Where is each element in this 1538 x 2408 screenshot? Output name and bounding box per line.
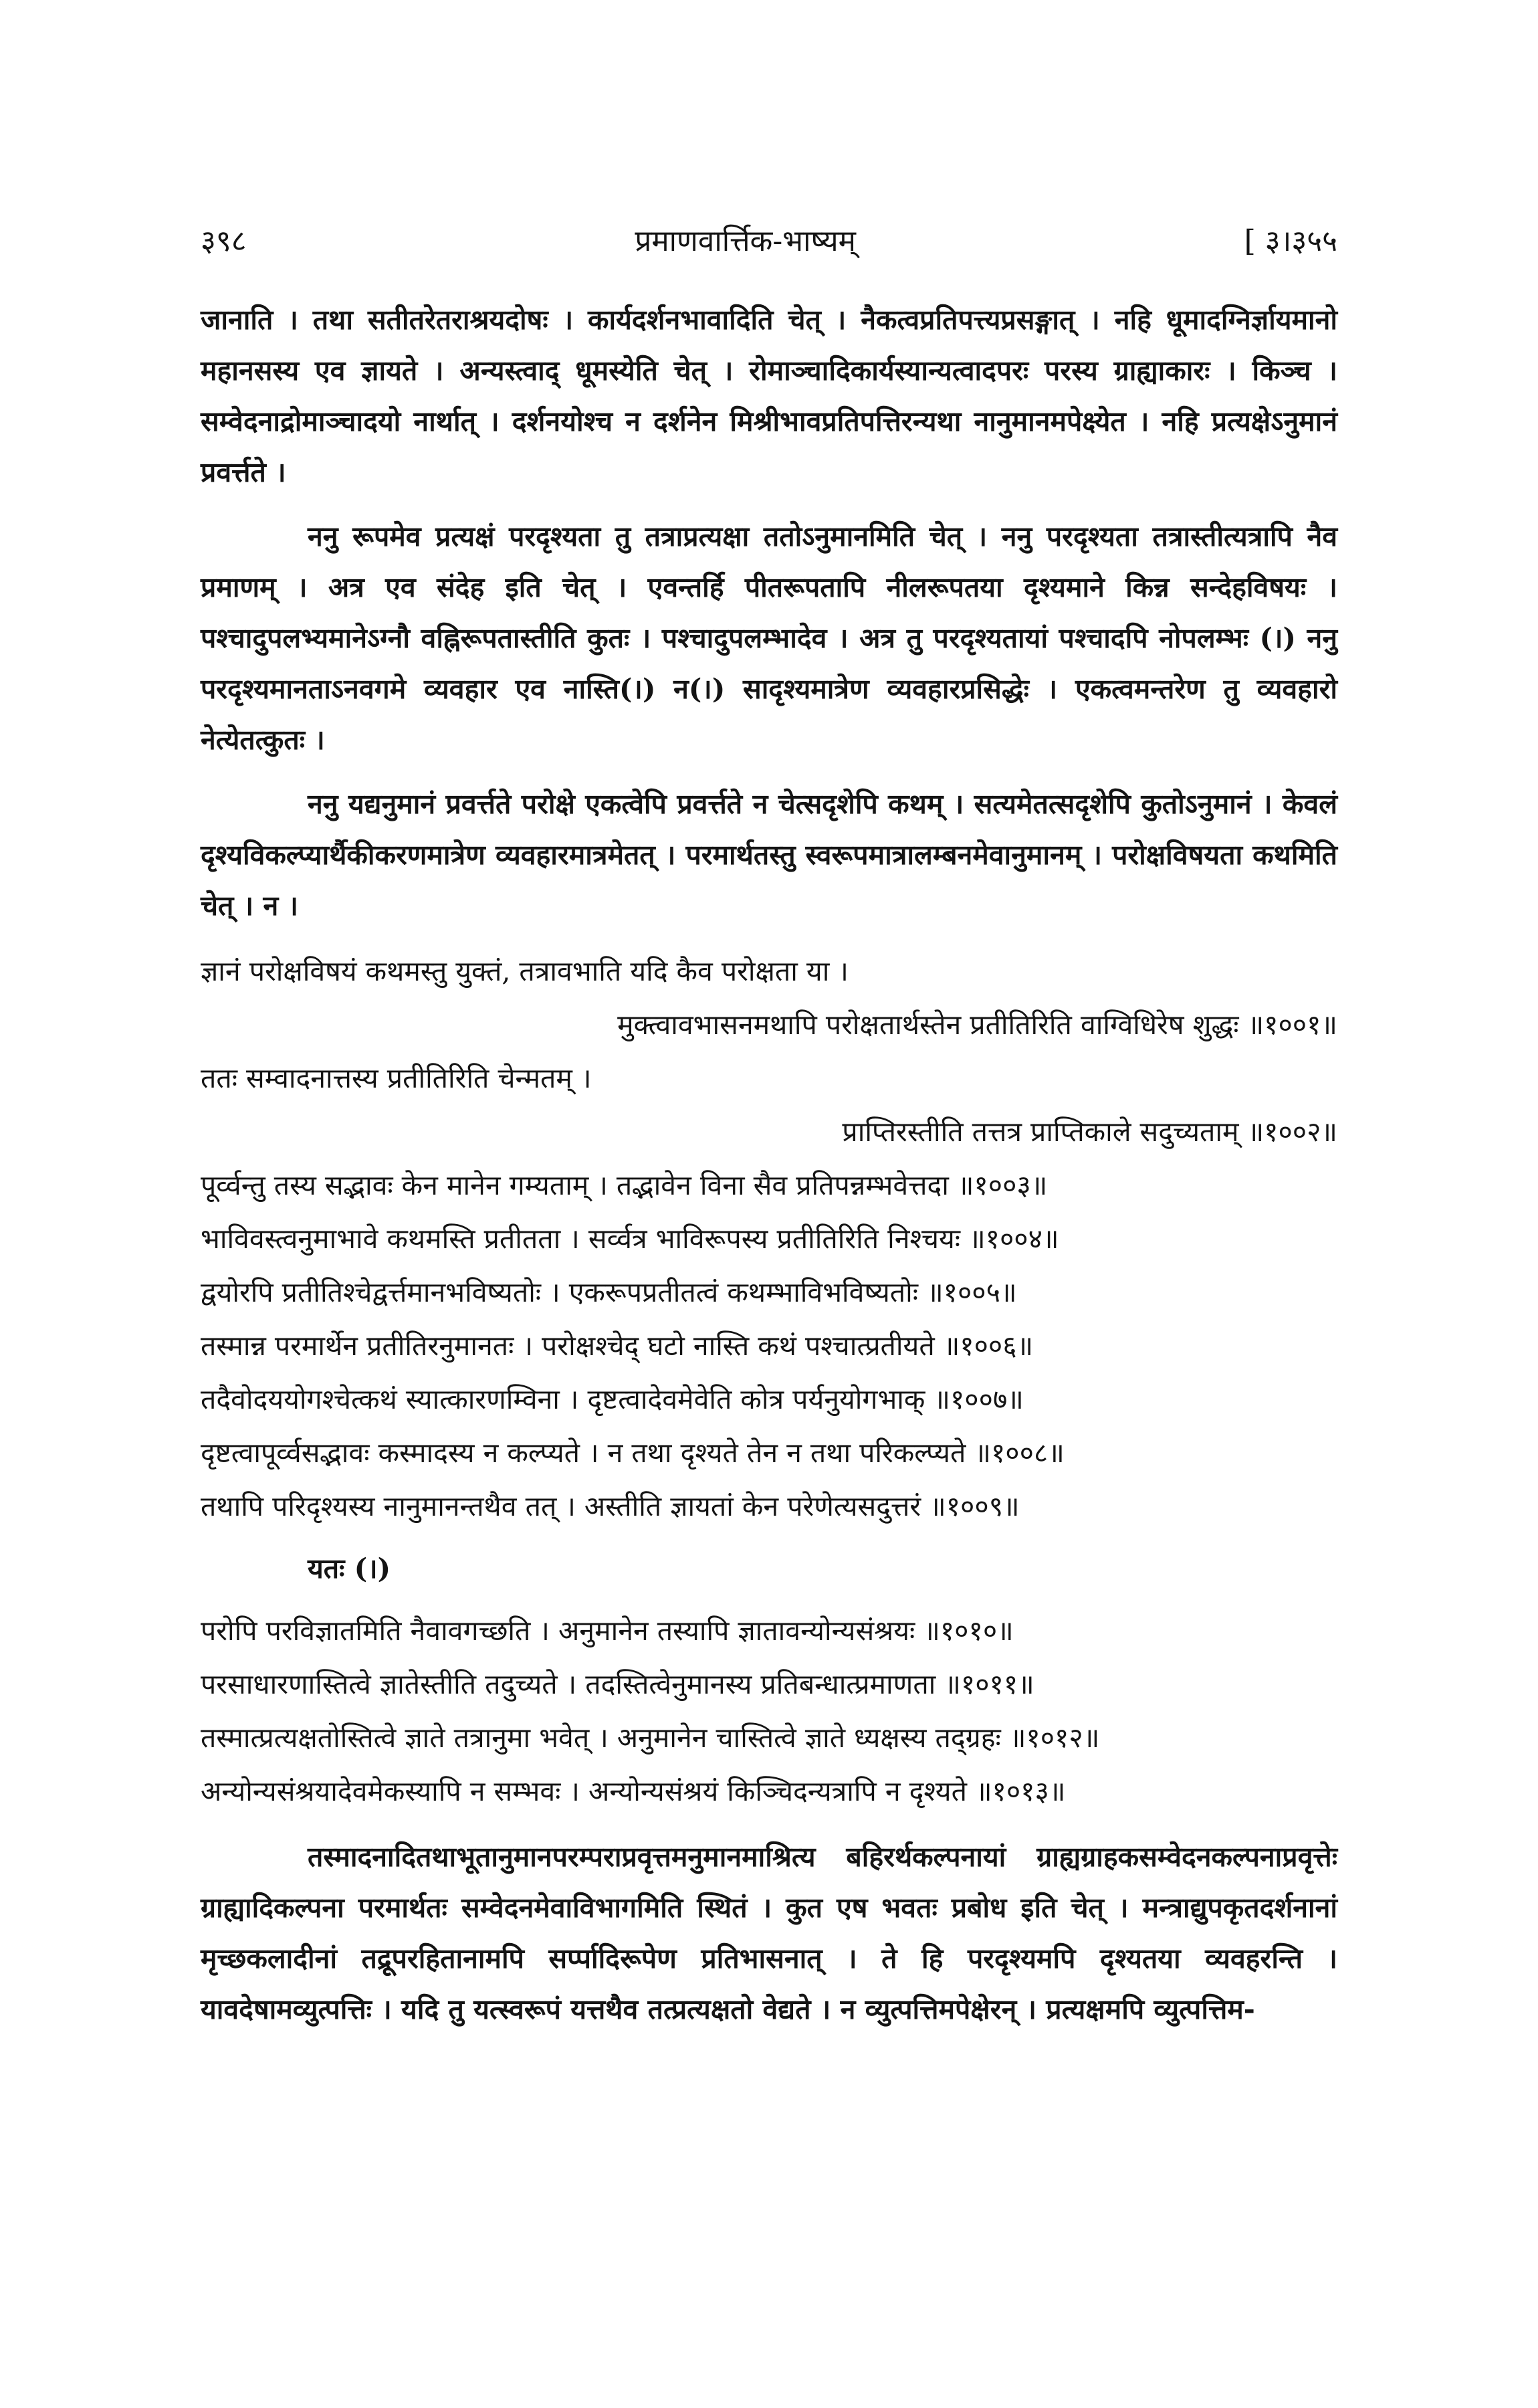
verse-1006: तस्मान्न परमार्थेन प्रतीतिरनुमानतः । परोक्षश्चेद् घटो नास्ति कथं पश्चात्प्रतीयते ॥१००६॥ xyxy=(201,1330,1034,1362)
yata-marker: यतः (।) xyxy=(308,1552,391,1585)
verse-1003: पूर्व्वन्तु तस्य सद्भावः केन मानेन गम्यताम् । तद्भावेन विना सैव प्रतिपन्नम्भवेत्तदा ॥१००३॥ xyxy=(201,1169,1048,1201)
verse-line-intro: ज्ञानं परोक्षविषयं कथमस्तु युक्तं, तत्रावभाति यदि कैव परोक्षता या । xyxy=(201,955,849,987)
commentary-paragraph-2: ननु रूपमेव प्रत्यक्षं परदृश्यता तु तत्राप्रत्यक्षा ततोऽनुमानमिति चेत् । ननु परदृश्यता तत्रास्तीत्यत्रापि नैव प्रमाणम् । अत्र एव संदेह इति चेत् । एवन्तर्हि पीतरूपतापि नीलरूपतया दृश्यमाने किन्न सन्देहविषयः । पश्चादुपलभ्यमानेऽग्नौ वह्निरूपतास्तीति कुतः । पश्चादुपलम्भादेव । अत्र तु परदृश्यतायां पश्चादपि नोपलम्भः (।) ननु परदृश्यमानताऽनवगमे व्यवहार एव नास्ति(।) न(।) सादृश्यमात्रेण व्यवहारप्रसिद्धेः । एकत्वमन्तरेण तु व्यवहारो नेत्येतत्कुतः । xyxy=(201,520,1337,756)
verse-1008: दृष्टत्वापूर्व्वसद्भावः कस्मादस्य न कल्प्यते । न तथा दृश्यते तेन न तथा परिकल्प्यते ॥१००८॥ xyxy=(201,1437,1065,1469)
verse-1005: द्वयोरपि प्रतीतिश्चेद्वर्त्तमानभविष्यतोः । एकरूपप्रतीतत्वं कथम्भाविभविष्यतोः ॥१००५॥ xyxy=(201,1276,1017,1308)
page-number: ३९८ xyxy=(201,224,247,258)
verse-1013: अन्योन्यसंश्रयादेवमेकस्यापि न सम्भवः । अन्योन्यसंश्रयं किञ्चिदन्यत्रापि न दृश्यते ॥१०१३॥ xyxy=(201,1775,1066,1807)
commentary-paragraph-1: जानाति । तथा सतीतरेतराश्रयदोषः । कार्यदर्शनभावादिति चेत् । नैकत्वप्रतिपत्त्यप्रसङ्गात् । नहि धूमादग्निर्ज्ञायमानो महानसस्य एव ज्ञायते । अन्यस्त्वाद् धूमस्येति चेत् । रोमाञ्चादिकार्यस्यान्यत्वादपरः परस्य ग्राह्याकारः । किञ्च । सम्वेदनाद्रोमाञ्चादयो नार्थात् । दर्शनयोश्च न दर्शनेन मिश्रीभावप्रतिपत्तिरन्यथा नानुमानमपेक्ष्येत । नहि प्रत्यक्षेऽनुमानं प्रवर्त्तते । xyxy=(201,304,1338,488)
verse-1002: प्राप्तिरस्तीति तत्तत्र प्राप्तिकाले सदुच्यताम् ॥१००२॥ xyxy=(842,1116,1337,1148)
commentary-paragraph-3: ननु यद्यनुमानं प्रवर्त्तते परोक्षे एकत्वेपि प्रवर्त्तते न चेत्सदृशेपि कथम् । सत्यमेतत्सदृशेपि कुतोऽनुमानं । केवलं दृश्यविकल्प्यार्थैकीकरणमात्रेण व्यवहारमात्रमेतत् । परमार्थतस्तु स्वरूपमात्रालम्बनमेवानुमानम् । परोक्षविषयता कथमिति चेत् । न । xyxy=(201,788,1337,922)
verse-1007: तदैवोदययोगश्चेत्कथं स्यात्कारणम्विना । दृष्टत्वादेवमेवेति कोत्र पर्यनुयोगभाक् ॥१००७॥ xyxy=(201,1383,1024,1415)
page-header xyxy=(201,213,1337,266)
prose-line: ततः सम्वादनात्तस्य प्रतीतिरिति चेन्मतम् । xyxy=(201,1062,592,1094)
running-title: प्रमाणवार्त्तिक-भाष्यम् xyxy=(635,224,856,258)
page-body xyxy=(201,294,1337,2048)
verse-reference: [ ३।३५५ xyxy=(1244,224,1337,258)
commentary-paragraph-final: तस्मादनादितथाभूतानुमानपरम्पराप्रवृत्तमनुमानमाश्रित्य बहिरर्थकल्पनायां ग्राह्यग्राहकसम्वेदनकल्पनाप्रवृत्तेः ग्राह्यादिकल्पना परमार्थतः सम्वेदनमेवाविभागमिति स्थितं । कुत एष भवतः प्रबोध इति चेत् । मन्त्राद्युपकृतदर्शनानां मृच्छकलादीनां तद्रूपरहितानामपि सर्प्पादिरूपेण प्रतिभासनात् । ते हि परदृश्यमपि दृश्यतया व्यवहरन्ति । यावदेषामव्युत्पत्तिः । यदि तु यत्स्वरूपं यत्तथैव तत्प्रत्यक्षतो वेद्यते । न व्युत्पत्तिमपेक्षेरन् । प्रत्यक्षमपि व्युत्पत्तिम- xyxy=(201,1841,1337,2025)
verse-1010: परोपि परविज्ञातमिति नैवावगच्छति । अनुमानेन तस्यापि ज्ञातावन्योन्यसंश्रयः ॥१०१०॥ xyxy=(201,1615,1014,1647)
verse-1001: मुक्त्वावभासनमथापि परोक्षतार्थस्तेन प्रतीतिरिति वाग्विधिरेष शुद्धः ॥१००१॥ xyxy=(617,1009,1337,1041)
verse-1004: भाविवस्त्वनुमाभावे कथमस्ति प्रतीतता । सर्व्वत्र भाविरूपस्य प्रतीतिरिति निश्चयः ॥१००४॥ xyxy=(201,1223,1059,1255)
verse-1009: तथापि परिदृश्यस्य नानुमानन्तथैव तत् । अस्तीति ज्ञायतां केन परेणेत्यसदुत्तरं ॥१००९॥ xyxy=(201,1490,1020,1522)
verse-1011: परसाधारणास्तित्वे ज्ञातेस्तीति तदुच्यते । तदस्तित्वेनुमानस्य प्रतिबन्धात्प्रमाणता ॥१०११॥ xyxy=(201,1668,1034,1700)
verse-1012: तस्मात्प्रत्यक्षतोस्तित्वे ज्ञाते तत्रानुमा भवेत् । अनुमानेन चास्तित्वे ज्ञाते ध्यक्षस्य तद्ग्रहः ॥१०१२॥ xyxy=(201,1722,1100,1754)
